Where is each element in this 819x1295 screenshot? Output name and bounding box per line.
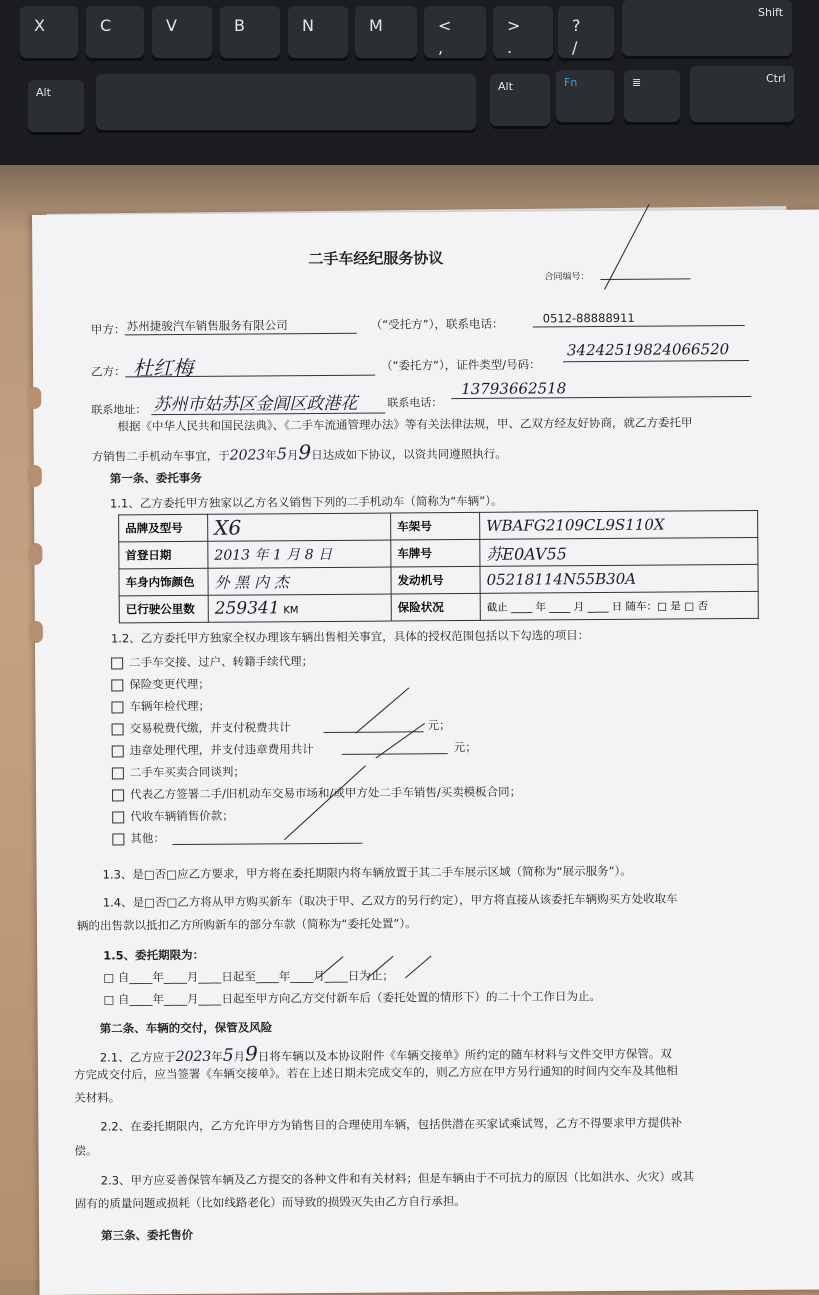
clause-2-3-cont: 固有的质量问题或损耗（比如线路老化）而导致的损毁灭失由乙方自行承担。 [74, 1193, 466, 1211]
auth-item: 其他： [112, 830, 165, 846]
clause-1-5: 1.5、委托期限为： [103, 947, 205, 963]
clause-1-4b: 辆的出售款以抵扣乙方所购新车的部分车款（简称为“委托处置”）。 [76, 916, 417, 933]
table-row: 已行驶公里数 259341 KM 保险状况 截止 ____ 年 ____ 月 ____ 日 随车：□ 是 □ 否 [119, 591, 758, 622]
key-m: M [355, 6, 417, 58]
key-n: N [288, 6, 348, 58]
term-option-b: □ 自____年____月____日起至甲方向乙方交付新车后（委托处置的情形下）的二十个工作日为止。 [103, 989, 602, 1007]
contact-phone: 13793662518 [461, 379, 567, 399]
clause-2-1-end: 关材料。 [74, 1090, 121, 1105]
auth-item: 二手车买卖合同谈判； [112, 764, 245, 781]
fine-unit: 元； [453, 739, 477, 755]
key-c: C [86, 6, 144, 58]
auth-item: 交易税费代缴，并支付税费共计 [112, 719, 291, 736]
punch-hole [29, 621, 43, 643]
party-b-name: 杜红梅 [132, 355, 194, 381]
key-v: V [152, 6, 212, 58]
preamble-line2: 方销售二手机动车事宜，于2023年5月9日达成如下协议，以资共同遵照执行。 [91, 440, 507, 465]
auth-item: 二手车交接、过户、转籍手续代理； [111, 653, 313, 670]
table-row: 品牌及型号 X6 车架号 WBAFG2109CL9S110X [119, 510, 758, 541]
article2-title: 第二条、车辆的交付，保管及风险 [99, 1020, 273, 1036]
spacebar [96, 74, 476, 130]
punch-hole [28, 465, 42, 487]
key-menu: ≣ [624, 70, 680, 122]
key-fn: Fn [556, 70, 614, 122]
auth-item: 代表乙方签署二手/旧机动车交易市场和/或甲方处二手车销售/买卖模板合同； [112, 784, 521, 803]
preamble-line1: 根据《中华人民共和国民法典》、《二手车流通管理办法》等有关法律法规，甲、乙双方经友好协商，就乙方委托甲 [117, 415, 693, 434]
address-value: 苏州市姑苏区金阊区政港花 [153, 393, 358, 416]
party-b-label: 乙方： [91, 364, 126, 379]
doc-title: 二手车经纪服务协议 [308, 249, 444, 269]
clause-2-3: 2.3、甲方应妥善保管车辆及乙方提交的各种文件和有关材料；但是车辆由于不可抗力的原因（比如洪水、火灾）或其 [100, 1169, 695, 1188]
party-a-role: （“受托方”），联系电话： [370, 316, 504, 332]
clause-2-1: 2.1、乙方应于2023年5月9日将车辆以及本协议附件《车辆交接单》所约定的随车材料与文件交甲方保管。双 [99, 1041, 672, 1066]
clause-1-4a: 1.4、是□否□乙方将从甲方购买新车（取决于甲、乙双方的另行约定），甲方将直接从该委托车辆购买方处收取车 [102, 891, 678, 910]
address-label: 联系地址： [91, 403, 147, 417]
key-period: > . [493, 6, 553, 58]
auth-item: 违章处理代理，并支付违章费用共计 [112, 741, 314, 758]
contact-label: 联系电话： [387, 396, 443, 410]
party-a-name: 苏州捷骏汽车销售服务有限公司 [126, 318, 288, 334]
party-a-label: 甲方： [90, 322, 126, 337]
clause-1-2: 1.2、乙方委托甲方独家全权办理该车辆出售相关事宜，具体的授权范围包括以下勾选的项目： [110, 628, 590, 646]
clause-2-2: 2.2、在委托期限内，乙方允许甲方为销售目的合理使用车辆，包括供潜在买家试乘试驾，乙方不得要求甲方提供补 [100, 1115, 683, 1134]
auth-item: 保险变更代理； [111, 676, 210, 693]
key-slash: ? / [558, 6, 614, 58]
article1-title: 第一条、委托事务 [109, 470, 202, 486]
key-alt-right: Alt [490, 74, 550, 126]
table-row: 车身内饰颜色 外 黑 内 杰 发动机号 05218114N55B30A [119, 564, 758, 595]
key-b: B [220, 6, 280, 58]
clause-2-1-cont: 方完成交付后，应当签署《车辆交接单》。若在上述日期未完成交车的，则乙方应在甲方另行通知的时间内交车及其他相 [73, 1063, 678, 1082]
key-comma: < , [424, 6, 486, 58]
article3-title: 第三条、委托售价 [101, 1227, 194, 1243]
key-alt-left: Alt [28, 80, 84, 132]
contract-no-label: 合同编号： [544, 272, 590, 283]
auth-item: 代收车辆销售价款； [112, 808, 234, 825]
vehicle-info-table [118, 510, 759, 623]
clause-2-2-cont: 偿。 [74, 1143, 98, 1158]
punch-hole [27, 387, 41, 409]
party-a-phone: 0512-88888911 [542, 310, 635, 326]
contract-page [32, 209, 819, 1294]
punch-hole [28, 543, 42, 565]
party-b-id: 34242519824066520 [566, 340, 730, 360]
clause-1-3: 1.3、是□否□应乙方要求，甲方将在委托期限内将车辆放置于其二手车展示区域（简称为“展示服务”）。 [102, 863, 632, 882]
clause-1-1: 1.1、乙方委托甲方独家以乙方名义销售下列的二手机动车（简称为“车辆”）。 [109, 493, 503, 511]
table-row: 首登日期 2013 年 1 月 8 日 车牌号 苏E0AV55 [119, 537, 758, 568]
auth-item: 车辆年检代理； [111, 698, 210, 715]
laptop-keyboard [0, 0, 819, 165]
key-ctrl: Ctrl [690, 66, 794, 122]
key-shift: Shift [622, 0, 792, 56]
tax-unit: 元； [427, 718, 451, 733]
term-option-a: □ 自____年____月____日起至____年____月____日为止； [103, 968, 394, 985]
key-x: X [20, 6, 78, 58]
party-b-role: （“委托方”），证件类型/号码： [381, 357, 541, 373]
